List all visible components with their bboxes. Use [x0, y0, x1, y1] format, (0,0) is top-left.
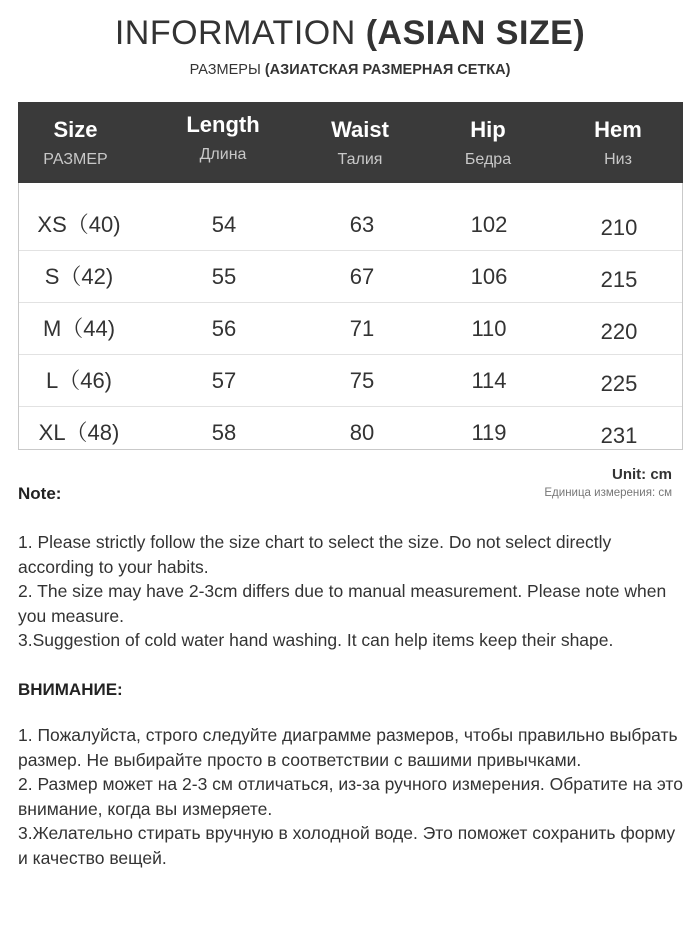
title-main: INFORMATION: [114, 14, 366, 52]
cell-size: L（46): [45, 368, 113, 393]
unit-label-ru: Единица измерения: см: [544, 487, 672, 499]
table-header: [18, 102, 683, 183]
table-row: [19, 199, 682, 251]
cell-size: M（44): [42, 316, 116, 341]
note-item-ru: 1. Пожалуйста, строго следуйте диаграмме размеров, чтобы правильно выбрать размер. Не выбирайте просто в соответствии с вашими привычками.: [18, 725, 678, 770]
table-row: [19, 303, 682, 355]
page-subtitle: [0, 62, 700, 78]
cell-size: XS（40): [37, 212, 121, 237]
cell-hem: 231: [600, 423, 638, 448]
subtitle-main: РАЗМЕРЫ: [189, 62, 265, 78]
unit-label: [544, 466, 672, 499]
header-label-ru: Бедра: [464, 151, 512, 168]
cell-length: 56: [211, 316, 237, 341]
note-item-ru: 3.Желательно стирать вручную в холодной воде. Это поможет сохранить форму и качество вещей.: [18, 823, 676, 868]
unit-label-en: Unit: cm: [612, 466, 672, 483]
note-list-ru: [18, 723, 688, 870]
cell-length: 54: [211, 212, 237, 237]
header-cell-hem: [548, 102, 688, 183]
subtitle-size-type: (АЗИАТСКАЯ РАЗМЕРНАЯ СЕТКА): [264, 62, 511, 78]
header-label-ru: Низ: [604, 151, 632, 168]
table-row: [19, 407, 682, 458]
cell-waist: 71: [349, 316, 375, 341]
header-label-en: Size: [53, 117, 98, 142]
header-cell-size: [18, 102, 133, 183]
table-row: [19, 355, 682, 407]
note-item: 2. The size may have 2-3cm differs due to manual measurement. Please note when you measure.: [18, 581, 667, 626]
table-body: [19, 199, 682, 458]
cell-hip: 110: [471, 316, 507, 341]
header-cell-hip: [418, 102, 558, 183]
cell-hip: 114: [471, 368, 507, 393]
table-row: [19, 251, 682, 303]
cell-waist: 80: [349, 420, 375, 445]
header-label-en: Length: [186, 112, 260, 137]
note-item: 1. Please strictly follow the size chart to select the size. Do not select directly according to your habits.: [18, 532, 612, 577]
cell-waist: 67: [349, 264, 375, 289]
cell-hem: 225: [600, 371, 638, 396]
note-heading-ru: ВНИМАНИЕ:: [18, 680, 123, 699]
cell-length: 58: [211, 420, 237, 445]
header-cell-length: [133, 102, 313, 183]
note-list: [18, 530, 688, 653]
title-size-type: (ASIAN SIZE): [365, 14, 586, 52]
note-item-ru: 2. Размер может на 2-3 см отличаться, из-за ручного измерения. Обратите на это внимание, когда вы измеряете.: [18, 774, 683, 819]
cell-waist: 75: [349, 368, 375, 393]
header-label-ru: РАЗМЕР: [43, 151, 108, 168]
header-cell-waist: [290, 102, 430, 183]
note-item: 3.Suggestion of cold water hand washing. It can help items keep their shape.: [18, 630, 614, 650]
cell-hem: 210: [600, 215, 638, 240]
size-table: [18, 102, 683, 450]
cell-size: XL（48): [38, 420, 120, 445]
cell-hem: 220: [600, 319, 638, 344]
cell-length: 57: [211, 368, 237, 393]
cell-hip: 102: [470, 212, 508, 237]
note-heading: Note:: [18, 484, 62, 503]
header-label-en: Hem: [594, 117, 642, 142]
page-title: [0, 14, 700, 53]
cell-waist: 63: [349, 212, 375, 237]
header-label-ru: Длина: [199, 146, 247, 163]
cell-size: S（42): [44, 264, 114, 289]
header-label-ru: Талия: [337, 151, 383, 168]
cell-hem: 215: [600, 267, 638, 292]
cell-hip: 119: [471, 420, 507, 445]
header-label-en: Hip: [470, 117, 506, 142]
cell-hip: 106: [470, 264, 508, 289]
cell-length: 55: [211, 264, 237, 289]
header-label-en: Waist: [331, 117, 389, 142]
